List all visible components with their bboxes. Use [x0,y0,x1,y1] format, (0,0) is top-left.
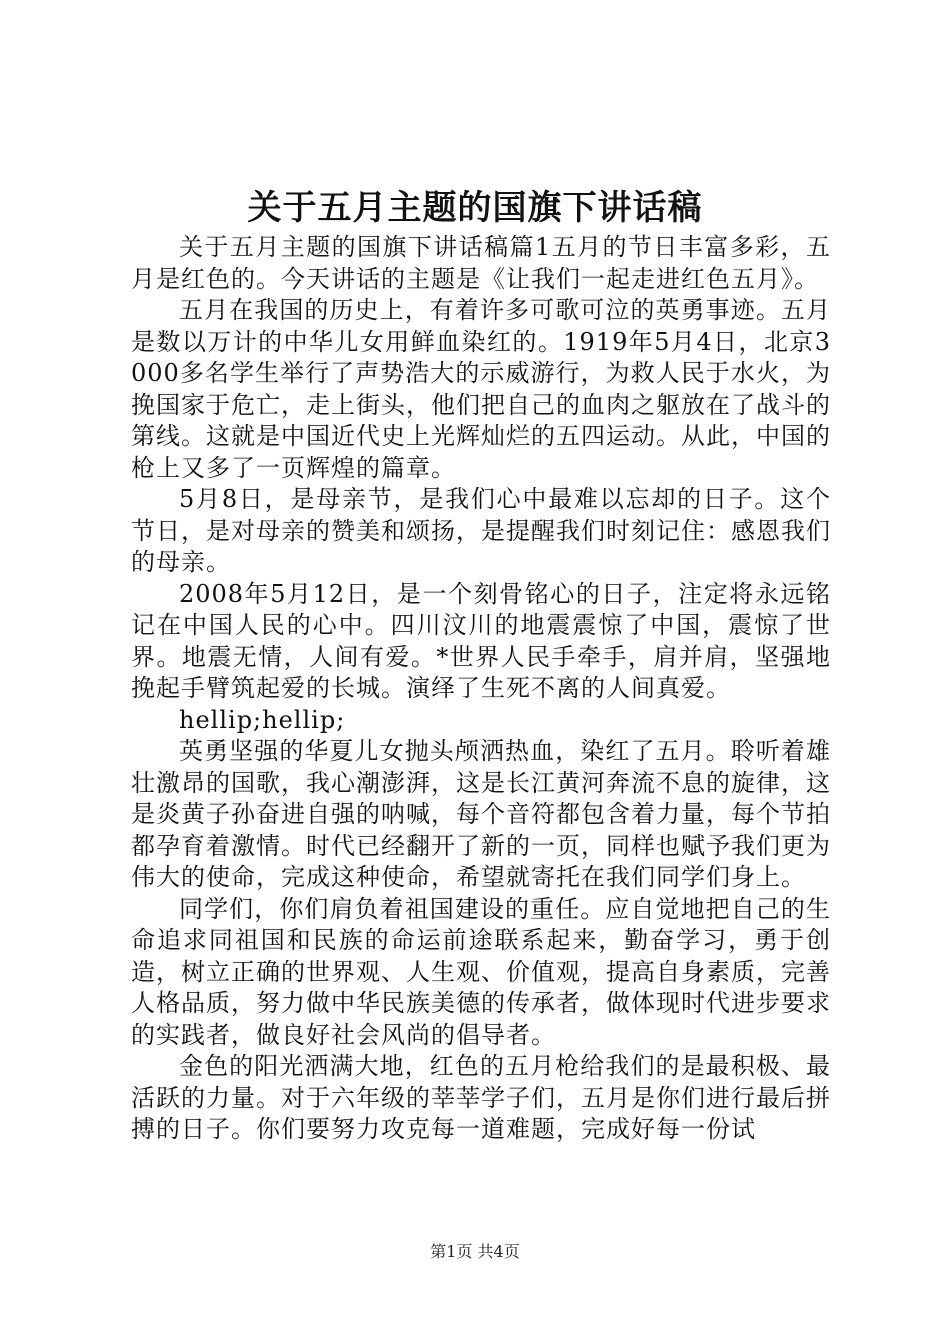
paragraph: 金色的阳光洒满大地，红色的五月枪给我们的是最积极、最活跃的力量。对于六年级的莘莘学子们，五月是你们进行最后拼搏的日子。你们要努力攻克每一道难题，完成好每一份试 [131,1052,831,1143]
paragraph: 关于五月主题的国旗下讲话稿篇1五月的节日丰富多彩，五月是红色的。今天讲话的主题是《让我们一起走进红色五月》。 [131,233,831,293]
document-body [131,232,831,1146]
paragraph: 五月在我国的历史上，有着许多可歌可泣的英勇事迹。五月是数以万计的中华儿女用鲜血染红的。1919年5月4日，北京3000多名学生举行了声势浩大的示威游行，为救人民于水火，为挽国家于危亡，走上街头，他们把自己的血肉之躯放在了战斗的第线。这就是中国近代史上光辉灿烂的五四运动。从此，中国的枪上又多了一页辉煌的篇章。 [131,296,831,482]
paragraph: 英勇坚强的华夏儿女抛头颅洒热血，染红了五月。聆听着雄壮激昂的国歌，我心潮澎湃，这是长江黄河奔流不息的旋律，这是炎黄子孙奋进自强的呐喊，每个音符都包含着力量，每个节拍都孕育着激情。时代已经翻开了新的一页，同样也赋予我们更为伟大的使命，完成这种使命，希望就寄托在我们同学们身上。 [131,737,831,891]
paragraph: 同学们，你们肩负着祖国建设的重任。应自觉地把自己的生命追求同祖国和民族的命运前途联系起来，勤奋学习，勇于创造，树立正确的世界观、人生观、价值观，提高自身素质，完善人格品质，努力做中华民族美德的传承者，做体现时代进步要求的实践者，做良好社会风尚的倡导者。 [131,894,831,1049]
paragraph: 2008年5月12日，是一个刻骨铭心的日子，注定将永远铭记在中国人民的心中。四川汶川的地震震惊了中国，震惊了世界。地震无情，人间有爱。*世界人民手牵手，肩并肩，坚强地挽起手臂筑起爱的长城。演绎了生死不离的人间真爱。 [131,579,831,702]
paragraph: hellip;hellip; [179,705,346,734]
page-footer: 第1页 共4页 [430,1242,520,1261]
paragraph: 5月8日，是母亲节，是我们心中最难以忘却的日子。这个节日，是对母亲的赞美和颂扬，是提醒我们时刻记住：感恩我们的母亲。 [131,485,831,576]
page-title: 关于五月主题的国旗下讲话稿 [247,188,703,228]
